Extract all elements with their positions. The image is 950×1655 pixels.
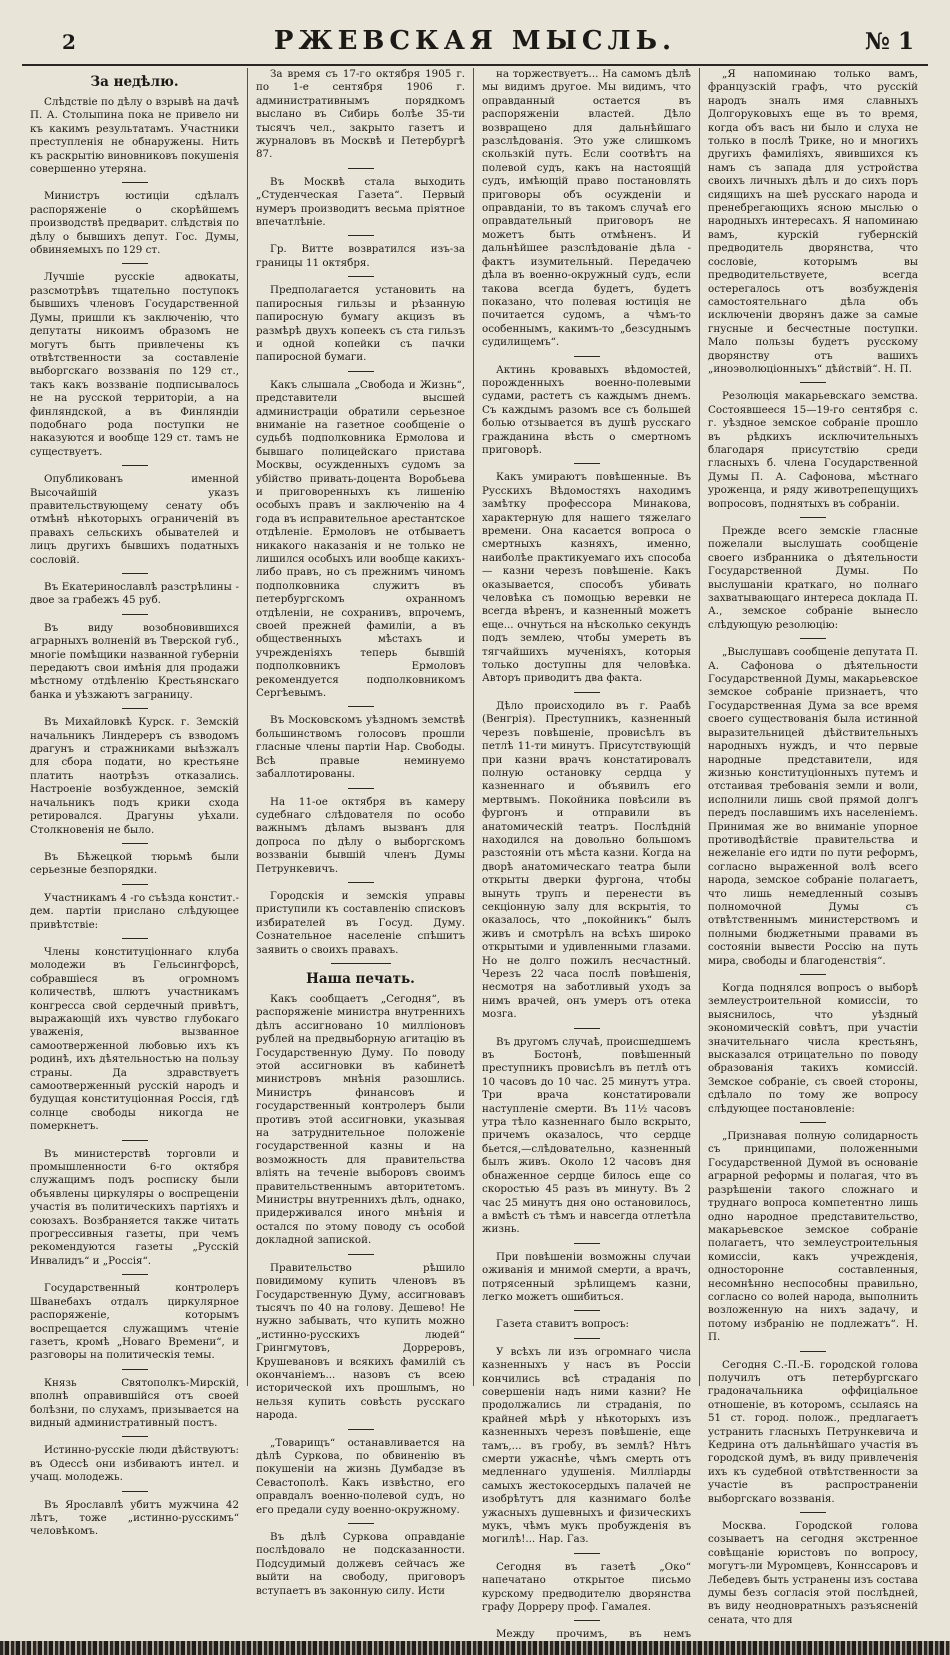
scan-edge-strip — [0, 1641, 950, 1655]
news-item: Въ Ярославлѣ убитъ мужчина 42 лѣтъ, тоже „истинно-русскимъ“ человѣкомъ. — [30, 1498, 239, 1538]
news-item: Городскія и земскія управы приступили къ составленію списковъ избирателей въ Госуд. Думу. Сознательное населеніе спѣшитъ заявить о своихъ правахъ. — [256, 889, 465, 956]
item-separator — [122, 1491, 148, 1492]
item-separator — [348, 371, 374, 372]
news-item: Резолюція макарьевскаго земства. Состоявшееся 15—19-го сентября с. г. уѣздное земское собраніе прошло въ рѣдкихъ исключительныхъ благодаря присутствію среди гласныхъ б. члена Государственной Думы П. А. Сафонова, мѣстнаго уроженца, и ряду животрепещущихъ вопросовъ, поднятыхъ въ собраніи. — [708, 390, 918, 510]
item-separator — [800, 1512, 826, 1513]
news-item: „Я напоминаю только вамъ, французскій графъ, что русскій народъ зналъ имя славныхъ Долгоруковыхъ еще въ то время, когда объ васъ ни было и слуха не только в послѣ Трике, но и многихъ другихъ фамиліяхъ, явившихся къ намъ съ запада для устройства своихъ личныхъ дѣлъ и до сихъ поръ сидящихъ на шеѣ русскаго народа и пренебрегающихъ ясною мыслью о народныхъ интересахъ. Я напоминаю вамъ, курскій губернскій предводитель дворянства, что сословіе, которымъ вы предводительствуете, всегда остерегалось отъ возбужденія самостоятельнаго дѣла объ исключеніи дворянъ даже за самые гнусные и бесчестные поступки. Мало пользы будетъ русскому дворянству отъ вашихъ „иноэволюціонныхъ“ дѣйствій“. Н. П. — [708, 68, 918, 375]
news-item: Князь Святополкъ-Мирскій, вполнѣ оправившійся отъ своей болѣзни, по слухамъ, призывается на видный административный постъ. — [30, 1376, 239, 1429]
news-item: Сегодня С.-П.-Б. городской голова получилъ отъ петербургскаго градоначальника оффиціальное отношеніе, въ которомъ, ссылаясь на 51 ст. город. полож., предлагаетъ устранить гласныхъ Петрункевича и Кедрина отъ дальнѣйшаго участія въ городской думѣ, въ виду привлеченія ихъ къ судебной отвѣтственности за участіе въ распространеніи выборгскаго воззванія. — [708, 1358, 918, 1505]
news-item: Лучшіе русскіе адвокаты, разсмотрѣвъ тщательно поступокъ бывшихъ членовъ Государственной Думы, пришли къ заключенію, что депутаты никоимъ образомъ не могутъ быть привлечены къ отвѣтственности за составленіе выборгскаго воззванія по 129 ст., такъ какъ воззваніе подписывалось не на русской территоріи, а на финляндской, а въ Финляндіи подобнаго рода поступки не наказуются и вообще 129 ст. тамъ не существуетъ. — [30, 271, 239, 458]
item-separator — [122, 1369, 148, 1370]
item-separator — [800, 1351, 826, 1352]
news-item: Какъ умираютъ повѣшенные. Въ Русскихъ Вѣдомостяхъ находимъ замѣтку профессора Минакова, характерную для нашего тяжелаго времени. Она касается вопроса о смертныхъ казняхъ, именно, наиболѣе практикуемаго ихъ способа — казни черезъ повѣшеніе. Какъ оказывается, способъ убивать человѣка съ помощью веревки не всегда вѣренъ, и казненный можетъ еще... очнуться на нѣсколько секундъ подъ землею, чтобы умереть въ тягчайшихъ мученіяхъ, которыя только доступны для человѣка. Авторъ приводитъ два факта. — [482, 471, 691, 685]
item-separator — [800, 1122, 826, 1123]
news-item: Члены конституціоннаго клуба молодежи въ Гельсингфорсѣ, собравшіеся въ огромномъ количествѣ, шлютъ участникамъ конгресса свой сердечный привѣтъ, выражающій ихъ чувство глубокаго уваженія, вызванное самоотверженной любовью ихъ къ родинѣ, ихъ дѣятельностью на пользу страны. Да здравствуетъ самоотверженный русскій народъ и будущая конституціонная Россія, гдѣ солнце свободы никогда не померкнетъ. — [30, 945, 239, 1133]
item-separator — [122, 1274, 148, 1275]
item-separator — [348, 276, 374, 277]
news-item: Когда поднялся вопросъ о выборѣ землеустроительной комиссіи, то выяснилось, что уѣздный экономическій совѣтъ, при участіи значительнаго числа крестьянъ, высказался отрицательно по поводу образованія такихъ комиссій. Земское собраніе, съ своей стороны, сдѣлало по тому же вопросу слѣдующее постановленіе: — [708, 982, 918, 1115]
item-separator — [122, 573, 148, 574]
news-item: Въ Москвѣ стала выходить „Студенческая Газета“. Первый нумеръ производитъ весьма пріятное впечатлѣніе. — [256, 175, 465, 229]
news-item: „Выслушавъ сообщеніе депутата П. А. Сафонова о дѣятельности Государственной Думы, макарьевское земское собраніе признаетъ, что Государственная Дума за все время своего существованія была истинной выразительницей дѣйствительныхъ народныхъ нуждъ, и что первые народные представители, идя жизнью конституціонныхъ путемъ и отстаивая требованія земли и воли, исполнили лишь свой прямой долгъ передъ пославшимъ ихъ населеніемъ. Принимая же во вниманіе упорное противодѣйствіе правительства и нежеланіе его идти по пути реформъ, согласно выраженной волѣ всего народа, земское собраніе полагаетъ, что лишь немедленный созывъ полномочной Думы съ отвѣтственнымъ министерствомъ и полными бюджетными правами въ состояніи вывести Россію на путь мира, свободы и благоденствія“. — [708, 646, 918, 967]
item-separator — [800, 517, 826, 518]
news-item: Прежде всего земскіе гласные пожелали выслушать сообщеніе своего избранника о дѣятельности Государственной Думы. По выслушаніи краткаго, но полнаго захватывающаго интереса доклада П. А., земское собраніе вынесло слѣдующую резолюцію: — [708, 525, 918, 631]
news-item: Гр. Витте возвратился изъ-за границы 11 октября. — [256, 243, 465, 269]
page-number: 2 — [62, 30, 76, 54]
news-item: Слѣдствіе по дѣлу о взрывѣ на дачѣ П. А. Столыпина пока не привело ни къ какимъ результатамъ. Участники преступленія не обнаружены. Нить къ раскрытію виновниковъ покушенія совершенно утеряна. — [30, 96, 239, 176]
item-separator — [348, 882, 374, 883]
news-item: „Товарищъ“ останавливается на дѣлѣ Суркова, по обвиненію въ покушеніи на жизнь Думбадзе въ Севастополѣ. Какъ извѣстно, его оправдалъ военно-полевой судъ, но его предали суду военно-окружному. — [256, 1436, 465, 1516]
item-separator — [122, 182, 148, 183]
column-2 — [248, 68, 474, 1597]
news-item: Сегодня въ газетѣ „Око“ напечатано открытое письмо курскому предводителю дворянства графу Дорреру проф. Гамалея. — [482, 1560, 691, 1614]
item-separator — [574, 1338, 600, 1339]
news-item: Предполагается установить на папиросныя гильзы и рѣзанную папиросную бумагу акцизъ въ размѣрѣ двухъ копеекъ съ ста гильзъ и одной копейки съ пачки папиросной бумаги. — [256, 284, 465, 364]
item-separator — [122, 263, 148, 264]
news-item: За время съ 17-го октября 1905 г. по 1-е сентября 1906 г. административнымъ порядкомъ выслано въ Сибирь болѣе 35-ти тысячъ чел., закрыто газетъ и журналовъ въ Москвѣ и Петербургѣ 87. — [256, 68, 465, 161]
news-item: Министръ юстиціи сдѣлалъ распоряженіе о скорѣйшемъ производствѣ предварит. слѣдствія по дѣлу о бывшихъ депут. Гос. Думы, обвиняемыхъ по 129 ст. — [30, 190, 239, 257]
item-separator — [800, 382, 826, 383]
news-item: Между прочимъ, въ немъ — [496, 1628, 691, 1641]
news-item: Въ дѣлѣ Суркова оправданіе послѣдовало не подсказанности. Подсудимый должевъ сейчасъ же выйти на свободу, приговоръ вступаетъ въ законную силу. Исти — [256, 1531, 465, 1597]
news-item: Актинь кровавыхъ вѣдомостей, порожденныхъ военно-полевыми судами, растетъ съ каждымъ днемъ. Съ каждымъ разомъ все съ большей болью отзывается въ душѣ русскаго гражданина вѣсть о смертномъ приговорѣ. — [482, 363, 691, 456]
item-separator — [122, 614, 148, 615]
item-separator — [574, 692, 600, 693]
news-item: Москва. Городской голова созываетъ на сегодня экстренное совѣщаніе юристовъ по вопросу, могутъ-ли Муромцевъ, Коннссаровъ и Лебедевъ быть устранены изъ состава думы безъ согласія этой послѣдней, въ виду неодновратныхъ разъясненій сената, что для — [708, 1520, 918, 1626]
news-item: Въ виду возобновившихся аграрныхъ волненій въ Тверской губ., многіе помѣщики названной губерніи передаютъ свои имѣнія для продажи мѣстному отдѣленію Крестьянскаго банка и уѣзжаютъ заграницу. — [30, 621, 239, 701]
news-item: Въ Московскомъ уѣздномъ земствѣ большинствомъ голосовъ прошли гласные члены партіи Нар. Свободы. Всѣ правые неминуемо забаллотированы. — [256, 714, 465, 781]
news-item: Истинно-русскіе люди дѣйствуютъ: въ Одессѣ они избиваютъ интел. и учащ. молодежь. — [30, 1444, 239, 1484]
section-heading-press: Наша печать. — [306, 970, 415, 987]
news-item: На 11-ое октября въ камеру судебнаго слѣдователя по особо важнымъ дѣламъ вызванъ для допроса по дѣлу о выборгскомъ воззваніи бывшій членъ Думы Петрункевичъ. — [256, 795, 465, 875]
item-separator — [122, 708, 148, 709]
item-separator — [122, 1140, 148, 1141]
item-separator — [348, 235, 374, 236]
masthead — [22, 26, 928, 66]
news-item: Въ Михайловкѣ Курск. г. Земскій начальникъ Линдереръ съ взводомъ драгунъ и стражниками выѣзжалъ для сбора подати, но крестьяне платить наотрѣзъ отказались. Настроеніе возбужденное, земскій начальникъ подъ крики схода ретировался. Драгуны уѣхали. Столкновенія не было. — [30, 716, 239, 836]
item-separator — [574, 1553, 600, 1554]
news-item: Въ министерствѣ торговли и промышленности 6-го октября служащимъ подъ росписку были объявлены циркуляры о воспрещеніи участія въ политическихъ партіяхъ и союзахъ. Возбраняется также читать прогрессивныя газеты, при чемъ рекомендуются газеты „Русскій Инвалидъ“ и „Россія“. — [30, 1147, 239, 1267]
column-4 — [700, 68, 926, 1626]
columns — [22, 68, 928, 1641]
item-separator — [348, 706, 374, 707]
section-separator — [331, 963, 391, 964]
news-item: Государственный контролеръ Шванебахъ отдалъ циркулярное распоряженіе, которымъ воспрещается служащимъ чтеніе газетъ, кромѣ „Новаго Времени“, и разговоры на политическія темы. — [30, 1282, 239, 1362]
news-item: Какъ слышала „Свобода и Жизнь“, представители высшей администраціи обратили серьезное вниманіе на газетное сообщеніе о судьбѣ подполковника Ермолова и бывшаго полицейскаго пристава Москвы, осужденныхъ судомъ за убійство привать-доцента Воробьева и приговоренныхъ къ лишенію особыхъ правъ и заключенію на 4 года въ исправительное арестантское отдѣленіе. Ермоловъ не отбываетъ никакого наказанія и не только не лишился особыхъ или вообще какихъ-либо правъ, но съ прежнимъ чиномъ подполковника служитъ въ петербургскомъ охранномъ отдѣленіи, не сохранивъ, впрочемъ, своей прежней фамиліи, а въ общественныхъ мѣстахъ и учрежденіяхъ теперь бывшій подполковникъ Ермоловъ рекомендуется подполковникомъ Сергѣевымъ. — [256, 378, 465, 700]
news-item: У всѣхъ ли изъ огромнаго числа казненныхъ у насъ въ Россіи кончились всѣ страданія по совершеніи надъ ними казни? Не продолжались ли страданія, по крайней мѣрѣ у нѣкоторыхъ изъ казненныхъ черезъ повѣшеніе, еще тамъ,... въ гробу, въ землѣ? Нѣтъ смерти ужаснѣе, чѣмъ смерть отъ медленнаго удушенія. Милліарды самыхъ жестокосердыхъ палачей не изобрѣтутъ для казнимаго болѣе ужасныхъ душевныхъ и физическихъ мукъ, чѣмъ мукъ пробужденія въ могилѣ!... Нар. Газ. — [482, 1345, 691, 1546]
item-separator — [574, 356, 600, 357]
item-separator — [122, 1436, 148, 1437]
issue-number: № 1 — [864, 28, 914, 55]
news-item: Въ другомъ случаѣ, происшедшемъ въ Бостонѣ, повѣшенный преступникъ провисѣлъ въ петлѣ отъ 10 часовъ до 10 час. 25 минутъ утра. Три врача констатировали наступленіе смерти. Въ 11½ часовъ утра тѣло казненнаго было вскрыто, причемъ оказалось, что сердце бьется,—слѣдовательно, казненный былъ живъ. Около 12 часовъ дня обнаженное сердце билось еще со скоростью 45 разъ въ минуту. Въ 2 час 25 минутъ дня оно остановилось, а вмѣстѣ съ тѣмъ и навсегда отлетѣла жизнь. — [482, 1035, 691, 1236]
news-item: Дѣло происходило въ г. Раабѣ (Венгрія). Преступникъ, казненный черезъ повѣшеніе, провисѣлъ въ петлѣ 11-ти минутъ. Присутствующій при казни врачъ констатировалъ полную остановку сердца у казненнаго и объявилъ его мертвымъ. Покойника повѣсили въ фургонъ и отправили въ анатомическій театръ. Послѣдній находился на довольно большомъ разстояніи отъ мѣста казни. Когда на дворѣ анатомическаго театра были открыты дверки фургона, чтобы вынуть трупъ и перенести въ секціонную залу для вскрытія, то оказалось, что „покойникъ“ былъ живъ и смотрѣлъ на всѣхъ широко открытыми и удивленными глазами. Но не долго пожилъ несчастный. Черезъ 22 часа послѣ повѣшенія, несмотря на заботливый уходъ за нимъ врачей, онъ умеръ отъ отека мозга. — [482, 699, 691, 1021]
item-separator — [122, 884, 148, 885]
news-item: Правительство рѣшило повидимому купить членовъ въ Государственную Думу, ассигновавъ тысячъ по 40 на голову. Дешево! Не нужно забывать, что купить можно „истинно-русскихъ людей“ Грингмутовъ, Дорреровъ, Крушевановъ и всякихъ фамилій съ окончаніемъ... назовъ съ всею исторической ихъ прошлымъ, но нельзя купить совѣсть русскаго народа. — [256, 1261, 465, 1422]
news-item: Участникамъ 4 -го съѣзда констит.-дем. партіи прислано слѣдующее привѣтствіе: — [30, 891, 239, 931]
column-3 — [474, 68, 700, 1641]
item-separator — [122, 938, 148, 939]
item-separator — [574, 1028, 600, 1029]
item-separator — [348, 1429, 374, 1430]
item-separator — [348, 1254, 374, 1255]
item-separator — [348, 1523, 374, 1524]
item-separator — [574, 1620, 600, 1621]
item-separator — [800, 974, 826, 975]
item-separator — [348, 168, 374, 169]
item-separator — [574, 1243, 600, 1244]
news-item: Въ Бѣжецкой тюрьмѣ были серьезные безпорядки. — [30, 850, 239, 877]
item-separator — [122, 465, 148, 466]
item-separator — [348, 788, 374, 789]
news-item: „Признавая полную солидарность съ принципами, положенными Государственной Думой въ основаніе аграрной реформы и полагая, что въ разрѣшеніи такого сложнаго и труднаго вопроса компетентно лишь одно народное представительство, макарьевское земское собраніе полагаетъ, что землеустроительныя комиссіи, какъ учрежденія, односторонне составленныя, несомнѣнно неспособны правильно, согласно со волей народа, выполнить возложенную на нихъ задачу, и потому избранію не подлежатъ“. Н. П. — [708, 1130, 918, 1344]
news-item: на торжествуетъ... На самомъ дѣлѣ мы видимъ другое. Мы видимъ, что оправданный остается въ распоряженіи властей. Дѣло возвращено для дальнѣйшаго разслѣдованія. Это уже слишкомъ скользкій путь. Если соотвѣтъ на полевой судъ, какъ на настоящій судъ, имѣющій право постановлять приговоры объ осужденіи и оправданіи, то въ такомъ случаѣ его оправдательный приговоръ не можетъ быть отмѣненъ. И дальнѣйшее разслѣдованіе дѣла - фактъ изумительный. Передачею дѣла въ военно-окружный судъ, если такова всегда будетъ, будетъ показано, что полевая юстиція не почитается судомъ, а чѣмъ-то особеннымъ, какимъ-то „безсуднымъ судилищемъ“. — [482, 68, 691, 349]
item-separator — [800, 638, 826, 639]
newspaper-title: РЖЕВСКАЯ МЫСЛЬ. — [273, 26, 677, 56]
item-separator — [574, 1310, 600, 1311]
item-separator — [122, 843, 148, 844]
news-item: Въ Екатеринославлѣ разстрѣлины - двое за грабежъ 45 руб. — [30, 581, 239, 607]
news-item: Опубликованъ именной Высочайшій указъ правительствующему сенату объ отмѣнѣ нѣкоторыхъ ограниченій въ правахъ сельскихъ обывателей и лицъ другихъ бывшихъ податныхъ сословій. — [30, 473, 239, 566]
news-item: Какъ сообщаетъ „Сегодня“, въ распоряженіе министра внутреннихъ дѣлъ ассигновано 10 милліоновъ рублей на предвыборную агитацію въ Государственную Думу. По поводу этой ассигновки въ кабинетѣ министровъ мнѣнія разошлись. Министръ финансовъ и государственный контролеръ были противъ этой ассигновки, указывая на затруднительное положеніе государственной казны и на возможность для правительства вліять на теченіе выборовъ своимъ правительственнымъ авторитетомъ. Министры внутреннихъ дѣлъ, однако, придерживался иного мнѣнія и остался по этому поводу съ особой докладной запиской. — [256, 992, 465, 1247]
item-separator — [574, 463, 600, 464]
section-heading-week: За недѣлю. — [90, 74, 179, 90]
news-item: Газета ставитъ вопросъ: — [496, 1318, 629, 1331]
column-1 — [22, 68, 248, 1538]
news-item: При повѣшеніи возможны случаи оживанія и мнимой смерти, а врачъ, потрясенный зрѣлищемъ казни, легко можетъ ошибиться. — [482, 1250, 691, 1303]
